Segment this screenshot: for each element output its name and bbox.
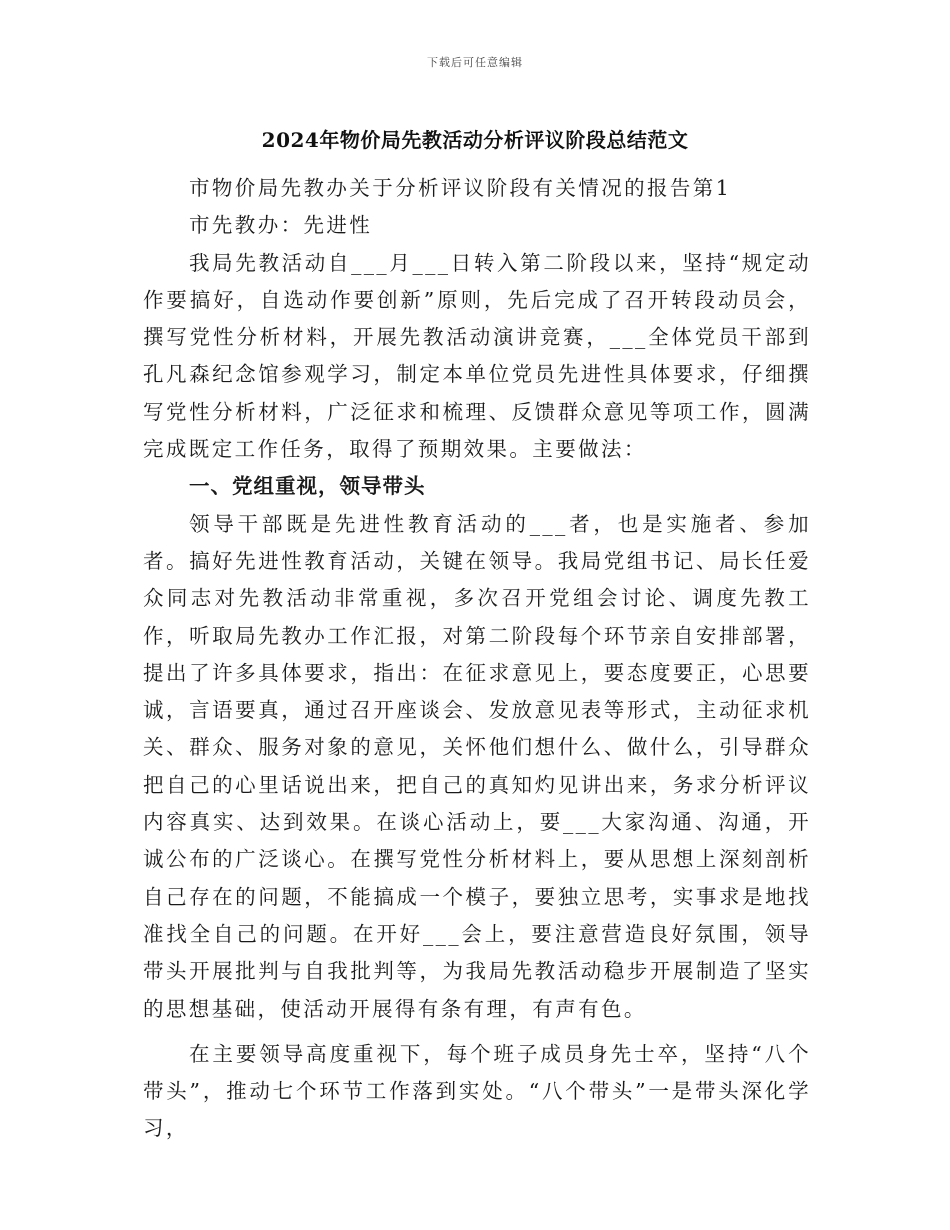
intro-paragraph: 我局先教活动自___月___日转入第二阶段以来，坚持“规定动作要搞好，自选动作要创新”原则，先后完成了召开转段动员会，撰写党性分析材料，开展先教活动演讲竞赛，___全体党员干部到孔凡森纪念馆参观学习，制定本单位党员先进性具体要求，仔细撰写党性分析材料，广泛征求和梳理、反馈群众意见等项工作，圆满完成既定工作任务，取得了预期效果。主要做法： — [143, 250, 811, 462]
header-note: 下载后可任意编辑 — [427, 56, 523, 69]
section-1-paragraph-2: 在主要领导高度重视下，每个班子成员身先士卒，坚持“八个带头”，推动七个环节工作落到实处。“八个带头”一是带头深化学习， — [143, 1041, 811, 1141]
section-1-paragraph: 领导干部既是先进性教育活动的___者，也是实施者、参加者。搞好先进性教育活动，关键在领导。我局党组书记、局长任爱众同志对先教活动非常重视，多次召开党组会讨论、调度先教工作，听取局先教办工作汇报，对第二阶段每个环节亲自安排部署，提出了许多具体要求，指出：在征求意见上，要态度要正，心思要诚，言语要真，通过召开座谈会、发放意见表等形式，主动征求机关、群众、服务对象的意见，关怀他们想什么、做什么，引导群众把自己的心里话说出来，把自己的真知灼见讲出来，务求分析评议内容真实、达到效果。在谈心活动上，要___大家沟通、沟通，开诚公布的广泛谈心。在撰写党性分析材料上，要从思想上深刻剖析自己存在的问题，不能搞成一个模子，要独立思考，实事求是地找准找全自己的问题。在开好___会上，要注意营造良好氛围，领导带头开展批判与自我批判等，为我局先教活动稳步开展制造了坚实的思想基础，使活动开展得有条有理，有声有色。 — [143, 511, 811, 1021]
report-title-line: 市物价局先教办关于分析评议阶段有关情况的报告第1 — [189, 176, 732, 200]
document-title: 2024年物价局先教活动分析评议阶段总结范文 — [261, 128, 689, 152]
document-body — [143, 170, 811, 1148]
section-heading-1: 一、党组重视，领导带头 — [189, 474, 426, 499]
recipient-line: 市先教办：先进性 — [189, 213, 373, 238]
